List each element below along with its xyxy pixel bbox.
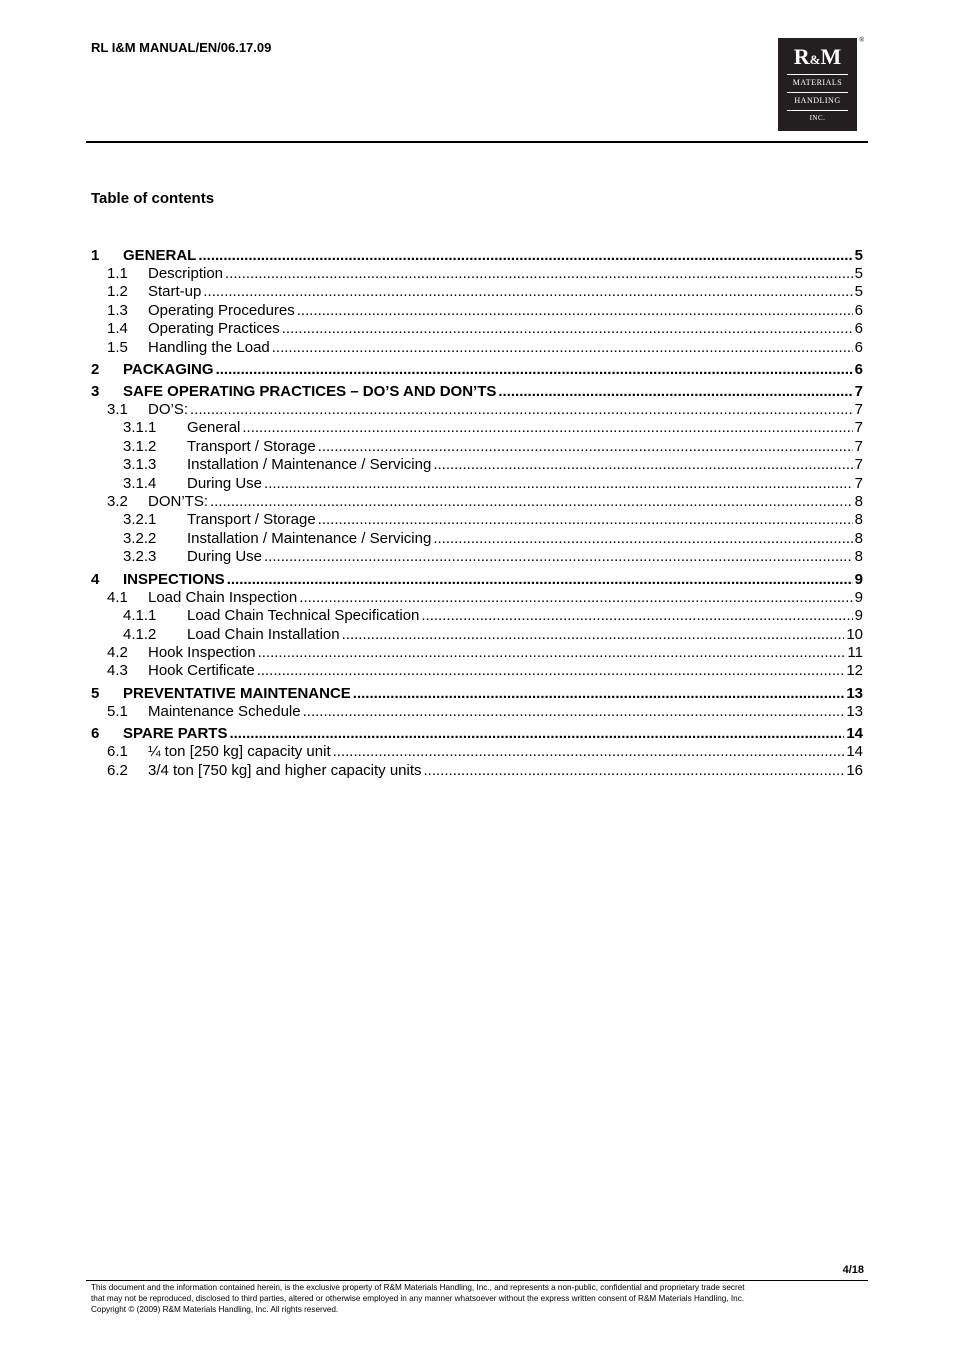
toc-entry-page: 7 [854, 437, 863, 455]
toc-entry[interactable] [91, 456, 863, 474]
toc-entry-title: Transport / Storage [187, 437, 316, 455]
logo-wordmark: R&M [793, 44, 842, 69]
toc-entry-number: 2 [91, 361, 100, 379]
toc-entry[interactable] [91, 589, 863, 607]
toc-entry[interactable] [91, 382, 863, 401]
registered-mark: ® [859, 36, 865, 44]
toc-leader-dots [353, 684, 845, 703]
toc-entry-number: 1.4 [107, 320, 128, 338]
toc-entry-number: 4.1 [107, 588, 128, 606]
toc-entry-number: 5 [91, 684, 100, 702]
toc-entry-title: Load Chain Inspection [148, 588, 298, 606]
logo-line-inc: INC. [809, 114, 826, 122]
toc-leader-dots [282, 320, 853, 338]
toc-entry-page: 12 [846, 662, 863, 680]
footer-line: that may not be reproduced, disclosed to third parties, altered or otherwise employed in any manner whatsoever without the express written consent of R&M Materials Handling, Inc. [91, 1294, 745, 1303]
toc-entry-page: 9 [854, 570, 863, 588]
toc-entry-number: 4.1.2 [123, 625, 157, 643]
toc-entry-number: 1.3 [107, 301, 128, 319]
toc-entry-page: 14 [846, 725, 863, 743]
toc-entry-title: 3/4 ton [750 kg] and higher capacity units [148, 761, 422, 779]
toc-entry-title: SPARE PARTS [123, 725, 228, 743]
toc-entry[interactable] [91, 570, 863, 589]
toc-entry-page: 5 [854, 283, 863, 301]
toc-leader-dots [190, 401, 853, 419]
toc-entry-title: Description [148, 265, 224, 282]
toc-entry[interactable] [91, 684, 863, 703]
toc-entry[interactable] [91, 339, 863, 357]
toc-entry-page: 7 [854, 383, 863, 401]
toc-entry[interactable] [91, 320, 863, 338]
toc-entry[interactable] [91, 662, 863, 680]
toc-entry-number: 3.1 [107, 401, 128, 419]
toc-leader-dots [333, 743, 845, 761]
toc-entry-page: 9 [854, 607, 863, 625]
toc-entry-number: 6 [91, 725, 100, 743]
toc-leader-dots [433, 456, 852, 474]
toc-leader-dots [203, 283, 852, 301]
logo-ampersand: & [809, 52, 821, 67]
toc-entry[interactable] [91, 607, 863, 625]
toc-entry-page: 6 [854, 361, 863, 379]
toc-entry[interactable] [91, 265, 863, 283]
toc-leader-dots [216, 360, 853, 379]
toc-entry[interactable] [91, 283, 863, 301]
toc-leader-dots [433, 530, 852, 548]
toc-entry-page: 6 [854, 338, 863, 356]
toc-leader-dots [342, 626, 845, 644]
toc-entry-number: 1.5 [107, 338, 128, 356]
toc-entry-title: ¼ ton [250 kg] capacity unit [148, 743, 331, 761]
header-rule [86, 141, 868, 143]
toc-entry-page: 8 [854, 511, 863, 529]
toc-entry-page: 9 [854, 588, 863, 606]
toc-entry[interactable] [91, 762, 863, 780]
toc-entry[interactable] [91, 530, 863, 548]
toc-entry[interactable] [91, 743, 863, 761]
toc-entry-title: Operating Procedures [148, 301, 295, 319]
toc-entry-page: 8 [854, 548, 863, 566]
toc-entry-title: Handling the Load [148, 338, 270, 356]
toc-entry[interactable] [91, 626, 863, 644]
toc-entry-title: DO’S: [148, 401, 189, 419]
toc-entry-number: 1.1 [107, 265, 128, 282]
logo-divider [787, 92, 848, 93]
page-number: 4/18 [842, 1264, 864, 1276]
toc-leader-dots [258, 644, 846, 662]
toc-entry-title: Load Chain Technical Specification [187, 607, 420, 625]
toc-entry-number: 3.1.1 [123, 419, 157, 437]
toc-leader-dots [242, 419, 852, 437]
toc-entry-page: 5 [854, 265, 863, 282]
company-logo [778, 36, 865, 131]
toc-leader-dots [318, 511, 853, 529]
toc-leader-dots [227, 570, 853, 589]
footer-line: Copyright © (2009) R&M Materials Handling, Inc. All rights reserved. [91, 1305, 339, 1314]
toc-entry[interactable] [91, 548, 863, 566]
toc-leader-dots [424, 762, 845, 780]
toc-entry[interactable] [91, 644, 863, 662]
table-of-contents [91, 246, 863, 780]
toc-entry-title: Load Chain Installation [187, 625, 340, 643]
toc-entry-number: 4 [91, 570, 100, 588]
toc-entry-title: Start-up [148, 283, 202, 301]
toc-entry-page: 7 [854, 419, 863, 437]
toc-entry-page: 6 [854, 320, 863, 338]
toc-entry-number: 4.3 [107, 662, 128, 680]
toc-entry-title: Hook Certificate [148, 662, 255, 680]
toc-entry-title: Operating Practices [148, 320, 280, 338]
toc-entry-title: DON’TS: [148, 493, 208, 511]
toc-entry-page: 7 [854, 401, 863, 419]
footer-line: This document and the information contained herein, is the exclusive property of R&M Materials Handling, Inc., and represents a non-public, confidential and proprietary trade secret [91, 1283, 745, 1292]
toc-entry-number: 6.1 [107, 743, 128, 761]
toc-entry-number: 3.1.3 [123, 456, 157, 474]
toc-entry[interactable] [91, 360, 863, 379]
toc-entry-number: 3 [91, 383, 100, 401]
document-code: RL I&M MANUAL/EN/06.17.09 [91, 40, 272, 55]
toc-entry-title: PREVENTATIVE MAINTENANCE [123, 684, 351, 702]
toc-leader-dots [421, 607, 852, 625]
toc-entry[interactable] [91, 475, 863, 493]
toc-leader-dots [229, 724, 844, 743]
toc-entry-page: 5 [854, 247, 863, 264]
toc-entry-number: 3.2.2 [123, 529, 157, 547]
toc-entry-number: 1 [91, 247, 100, 264]
toc-entry-number: 3.1.2 [123, 437, 157, 455]
toc-entry-page: 11 [847, 643, 863, 661]
toc-entry-page: 6 [854, 301, 863, 319]
toc-entry-title: During Use [187, 474, 263, 492]
toc-leader-dots [210, 493, 853, 511]
toc-leader-dots [498, 382, 852, 401]
toc-entry-number: 3.2.1 [123, 511, 157, 529]
toc-entry-page: 13 [846, 684, 863, 702]
toc-leader-dots [272, 339, 853, 357]
toc-entry-page: 7 [854, 474, 863, 492]
toc-entry-title: PACKAGING [123, 361, 214, 379]
toc-entry-number: 3.2.3 [123, 548, 157, 566]
toc-entry[interactable] [91, 246, 863, 265]
toc-entry-page: 8 [854, 493, 863, 511]
toc-leader-dots [225, 265, 853, 283]
toc-entry-number: 5.1 [107, 702, 128, 720]
footer-disclaimer [91, 1282, 871, 1315]
toc-entry-title: General [187, 419, 241, 437]
toc-leader-dots [257, 662, 845, 680]
toc-entry-title: Hook Inspection [148, 643, 256, 661]
toc-entry[interactable] [91, 401, 863, 419]
toc-entry[interactable] [91, 511, 863, 529]
toc-heading: Table of contents [91, 190, 215, 207]
toc-entry-page: 16 [846, 761, 863, 779]
toc-entry-number: 6.2 [107, 761, 128, 779]
toc-entry-title: INSPECTIONS [123, 570, 225, 588]
toc-entry[interactable] [91, 419, 863, 437]
footer-rule [86, 1280, 868, 1281]
toc-entry[interactable] [91, 724, 863, 743]
logo-line-materials: MATERIALS [792, 78, 843, 87]
toc-entry-title: Installation / Maintenance / Servicing [187, 456, 432, 474]
toc-entry-number: 4.1.1 [123, 607, 157, 625]
toc-entry[interactable] [91, 438, 863, 456]
toc-entry-number: 1.2 [107, 283, 128, 301]
toc-entry-title: GENERAL [123, 247, 197, 264]
toc-entry[interactable] [91, 703, 863, 721]
toc-entry-page: 14 [846, 743, 863, 761]
toc-entry-page: 13 [846, 702, 863, 720]
toc-entry-number: 3.2 [107, 493, 128, 511]
toc-leader-dots [303, 703, 845, 721]
toc-leader-dots [299, 589, 852, 607]
toc-entry-page: 7 [854, 456, 863, 474]
toc-entry-title: During Use [187, 548, 263, 566]
toc-entry-page: 10 [846, 625, 863, 643]
toc-entry-title: Transport / Storage [187, 511, 316, 529]
toc-entry-title: SAFE OPERATING PRACTICES – DO’S AND DON’TS [123, 383, 497, 401]
toc-leader-dots [318, 438, 853, 456]
toc-leader-dots [264, 548, 853, 566]
logo-divider [787, 74, 848, 75]
toc-entry-page: 8 [854, 529, 863, 547]
toc-entry-number: 3.1.4 [123, 474, 157, 492]
toc-entry-number: 4.2 [107, 643, 128, 661]
logo-divider [787, 110, 848, 111]
toc-entry-title: Installation / Maintenance / Servicing [187, 529, 432, 547]
toc-entry[interactable] [91, 493, 863, 511]
logo-line-handling: HANDLING [794, 96, 841, 105]
toc-entry-title: Maintenance Schedule [148, 702, 301, 720]
toc-leader-dots [297, 302, 853, 320]
toc-leader-dots [264, 475, 853, 493]
toc-entry[interactable] [91, 302, 863, 320]
toc-leader-dots [198, 246, 852, 265]
